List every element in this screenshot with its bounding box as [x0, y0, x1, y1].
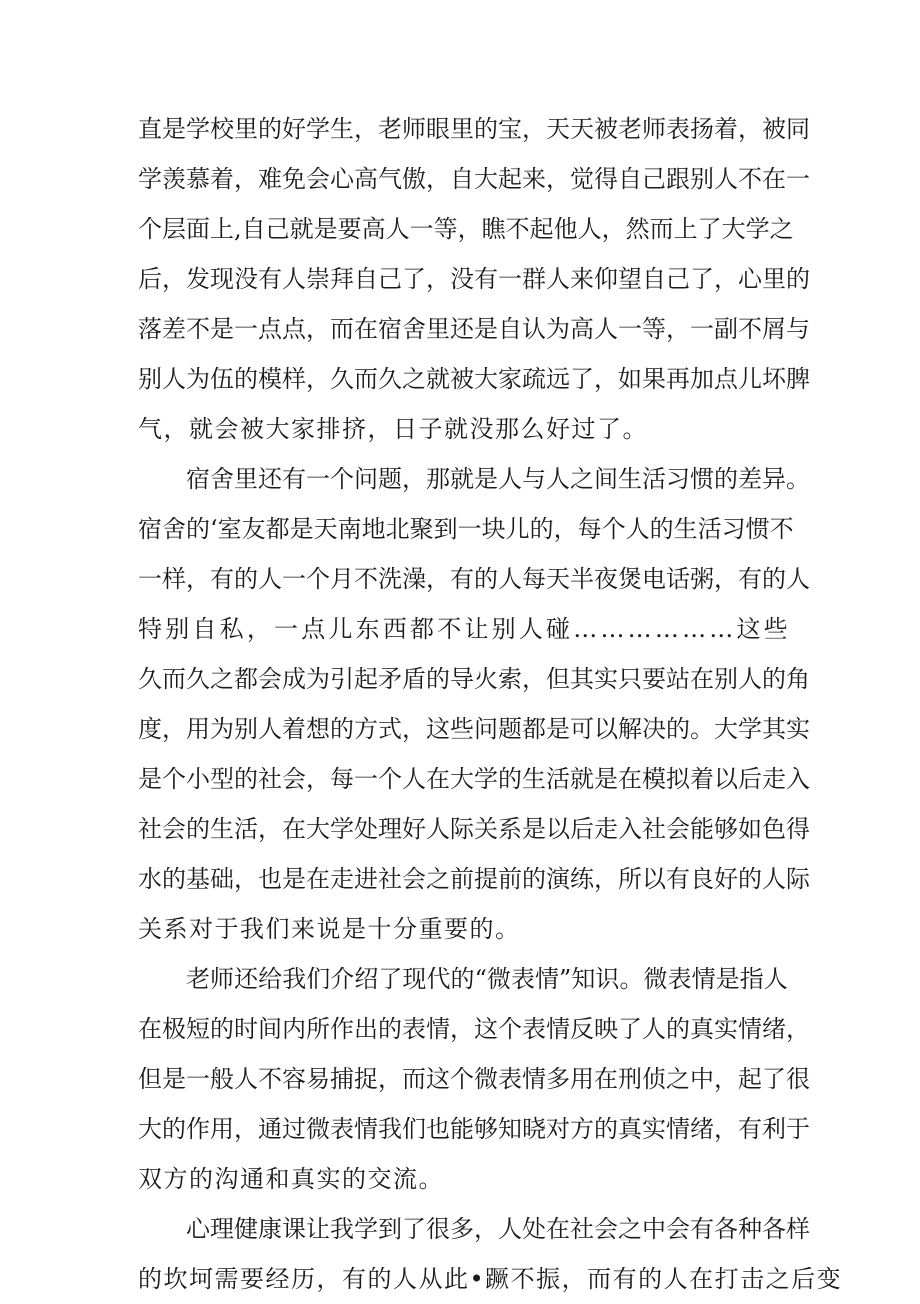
text-line: 大 的 作 用 ， 通 过 微 表 情 我 们 也 能 够 知 晓 对 方 的 真 实 情 绪 ， 有 利 于	[138, 1115, 810, 1143]
text-line: 是 个 小 型 的 社 会 ， 每 一 个 人 在 大 学 的 生 活 就 是 在 模 拟 着 以 后 走 入	[138, 765, 810, 793]
text-line: 别 人 为 伍 的 模 样 ， 久 而 久 之 就 被 大 家 疏 远 了 ， 如 果 再 加 点 儿 坏 脾	[138, 365, 810, 393]
text-line: 度 ， 用 为 别 人 着 想 的 方 式 ， 这 些 问 题 都 是 可 以 解 决 的 。 大 学 其 实	[138, 715, 810, 743]
text-line: 关系对于我们来说是十分重要的。	[138, 915, 521, 943]
paragraph-3	[138, 954, 810, 1204]
text-line: 后 ， 发 现 没 有 人 崇 拜 自 己 了 ， 没 有 一 群 人 来 仰 望 自 己 了 ， 心 里 的	[138, 265, 810, 293]
text-line: 老 师 还 给 我 们 介 绍 了 现 代 的 “ 微 表 情 ” 知 识 。 微 表 情 是 指 人	[186, 965, 788, 993]
text-line: 宿 舍 里 还 有 一 个 问 题 ， 那 就 是 人 与 人 之 间 生 活 习 惯 的 差 异 。	[186, 465, 810, 493]
paragraph-4	[138, 1204, 843, 1304]
text-line: 一 样 ， 有 的 人 一 个 月 不 洗 澡 ， 有 的 人 每 天 半 夜 煲 电 话 粥 ， 有 的 人	[138, 565, 810, 593]
text-line: 学 羡 慕 着 ， 难 免 会 心 高 气 傲 ， 自 大 起 来 ， 觉 得 自 己 跟 别 人 不 在 一	[138, 165, 810, 193]
text-line: 气，就会被大家排挤，日子就没那么好过了。	[138, 415, 648, 443]
text-line: 心 理 健 康 课 让 我 学 到 了 很 多 ， 人 处 在 社 会 之 中 会 有 各 种 各 样	[186, 1215, 810, 1243]
text-line: 久 而 久 之 都 会 成 为 引 起 矛 盾 的 导 火 索 ， 但 其 实 只 要 站 在 别 人 的 角	[138, 665, 810, 693]
text-line: 水 的 基 础 ， 也 是 在 走 进 社 会 之 前 提 前 的 演 练 ， 所 以 有 良 好 的 人 际	[138, 865, 810, 893]
text-line: 宿 舍 的 ‘ 室 友 都 是 天 南 地 北 聚 到 一 块 儿 的 ， 每 个 人 的 生 活 习 惯 不	[138, 515, 794, 543]
text-line: 但 是 一 般 人 不 容 易 捕 捉 ， 而 这 个 微 表 情 多 用 在 刑 侦 之 中 ， 起 了 很	[138, 1065, 810, 1093]
paragraph-1	[138, 104, 810, 454]
text-line: 个 层 面 上 , 自 己 就 是 要 高 人 一 等 ， 瞧 不 起 他 人 ， 然 而 上 了 大 学 之	[138, 215, 794, 243]
document-body	[138, 104, 843, 1304]
paragraph-2	[138, 454, 810, 954]
text-line: 在 极 短 的 时 间 内 所 作 出 的 表 情 ， 这 个 表 情 反 映 了 人 的 真 实 情 绪 ，	[138, 1015, 810, 1043]
text-line: 的坎坷需要经历，有的人从此•蹶不振，而有的人在打击之后变	[138, 1265, 843, 1293]
text-line: 落 差 不 是 一 点 点 ， 而 在 宿 舍 里 还 是 自 认 为 高 人 一 等 ， 一 副 不 屑 与	[138, 315, 810, 343]
text-line: 直 是 学 校 里 的 好 学 生 ， 老 师 眼 里 的 宝 ， 天 天 被 老 师 表 扬 着 ， 被 同	[138, 115, 810, 143]
text-line: 双方的沟通和真实的交流。	[138, 1165, 444, 1193]
text-line: 社 会 的 生 活 ， 在 大 学 处 理 好 人 际 关 系 是 以 后 走 入 社 会 能 够 如 色 得	[138, 815, 810, 843]
text-line: 特 别 自 私 ， 一 点 儿 东 西 都 不 让 别 人 碰 … … … … … … 这 些	[138, 615, 788, 643]
